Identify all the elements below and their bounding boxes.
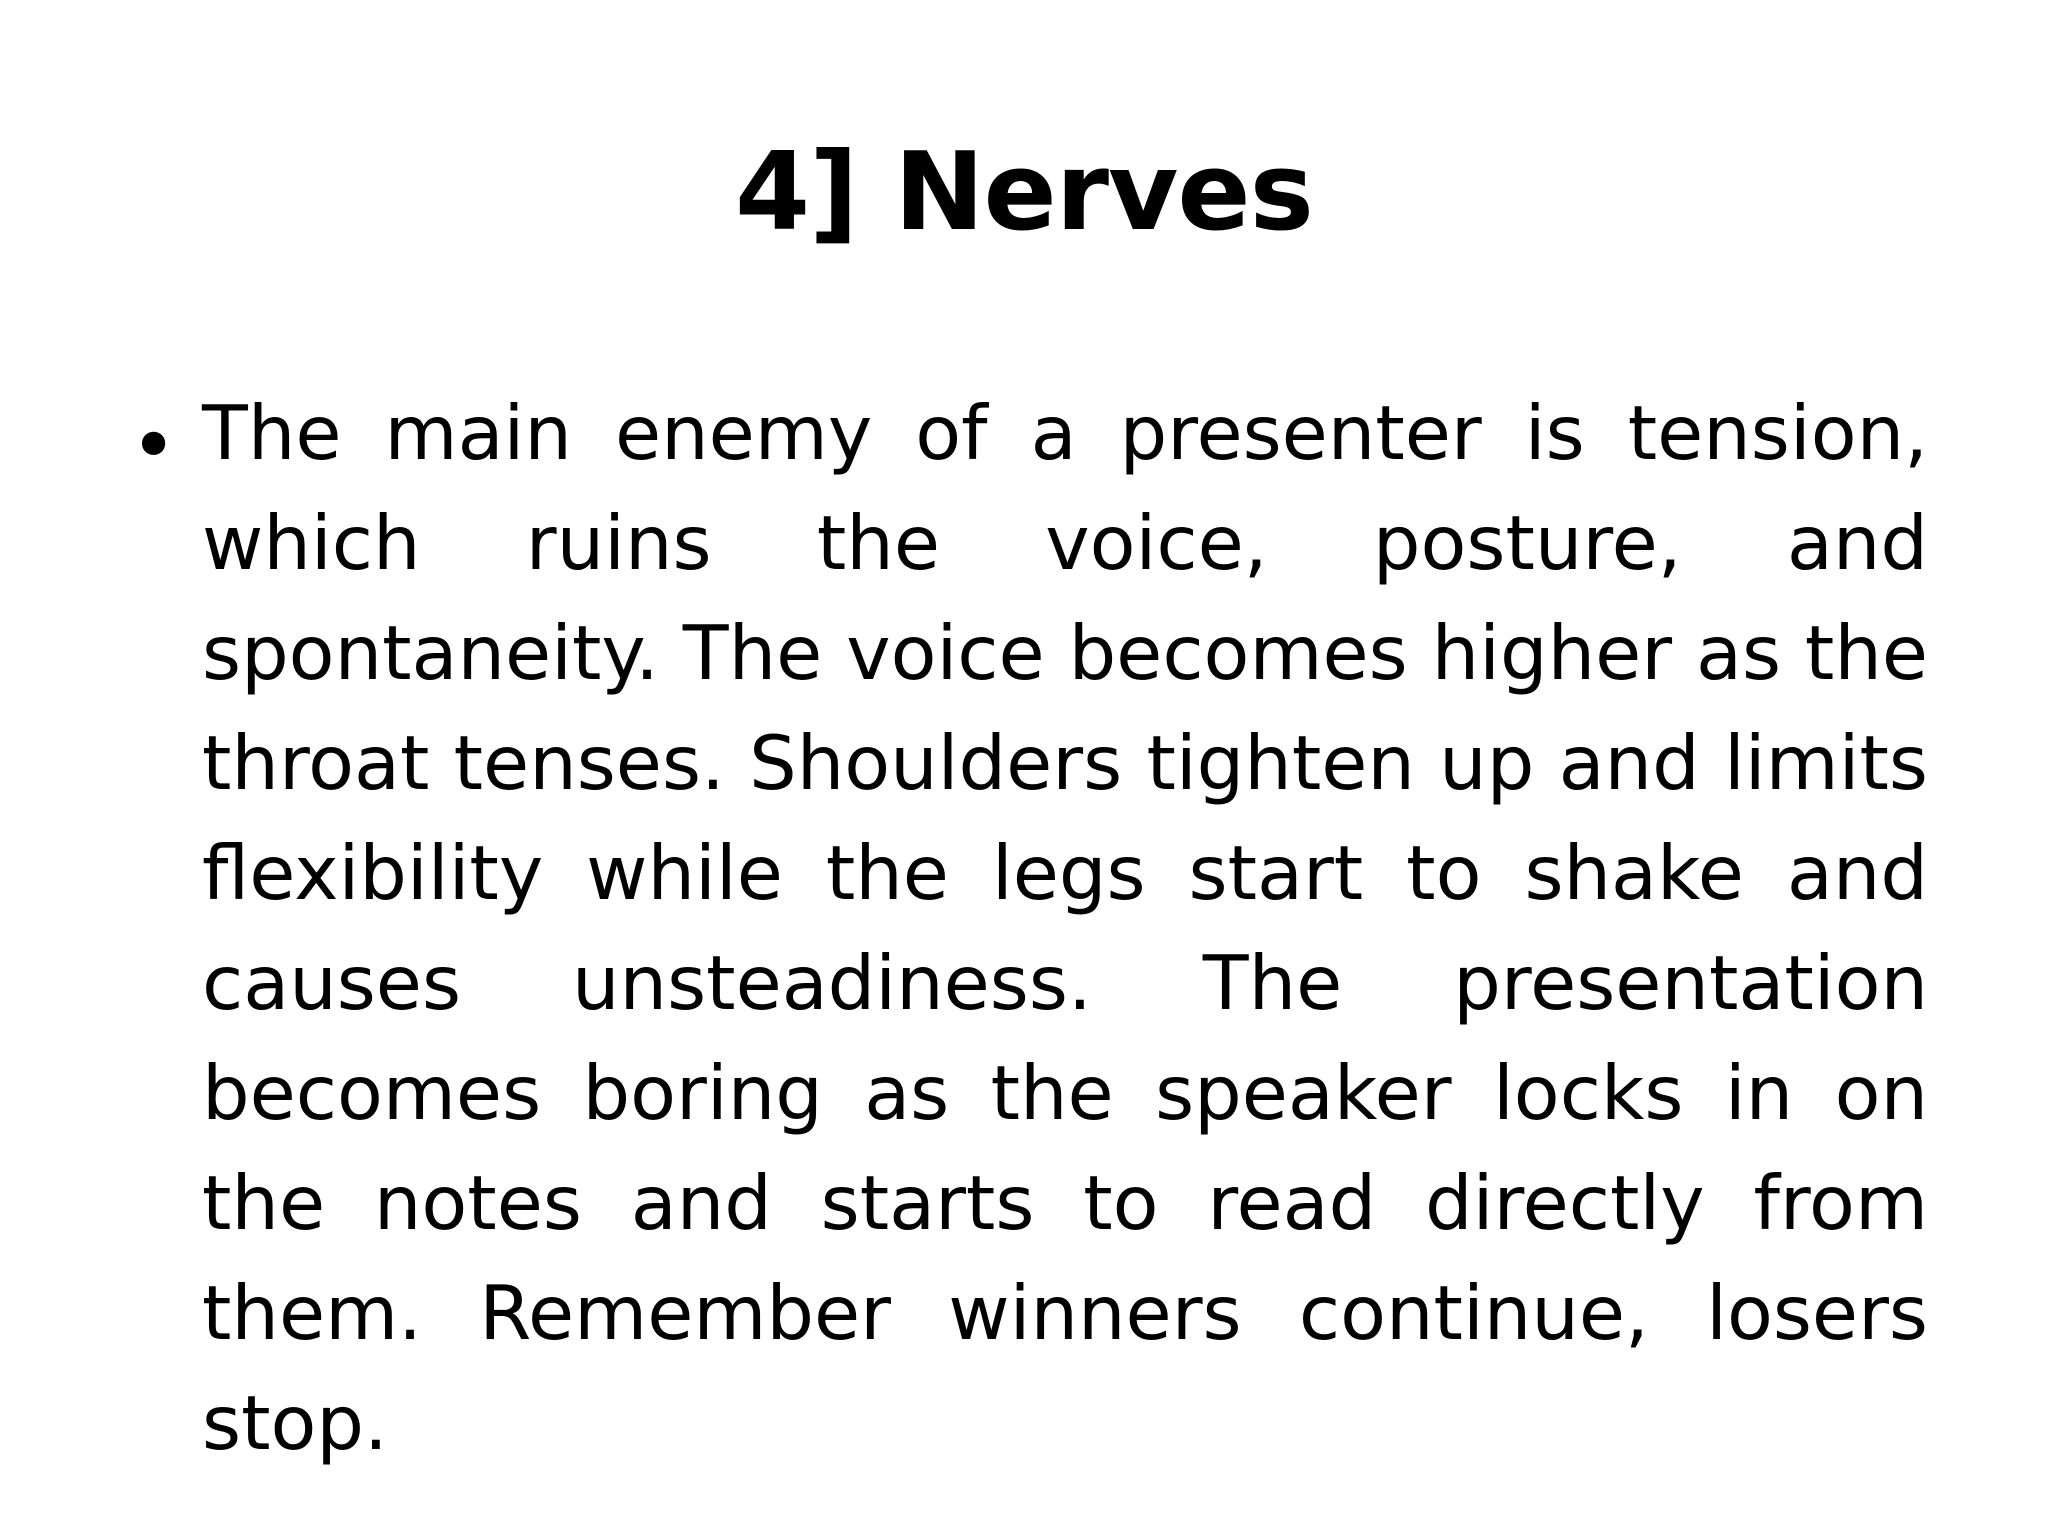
slide-title: 4] Nerves	[735, 130, 1313, 255]
bullet-list	[120, 378, 1928, 1478]
bullet-marker: •	[130, 399, 178, 492]
bullet-text: The main enemy of a presenter is tension, which ruins the voice, posture, and spontaneity. The voice becomes higher as the throat tenses. Shoulders tighten up and limits flexibility while the legs start to shake and causes unsteadiness. The presentation becomes boring as the speaker locks in on the notes and starts to read directly from them. Remember winners continue, losers stop.	[202, 389, 1928, 1467]
bullet-item	[120, 378, 1928, 1478]
